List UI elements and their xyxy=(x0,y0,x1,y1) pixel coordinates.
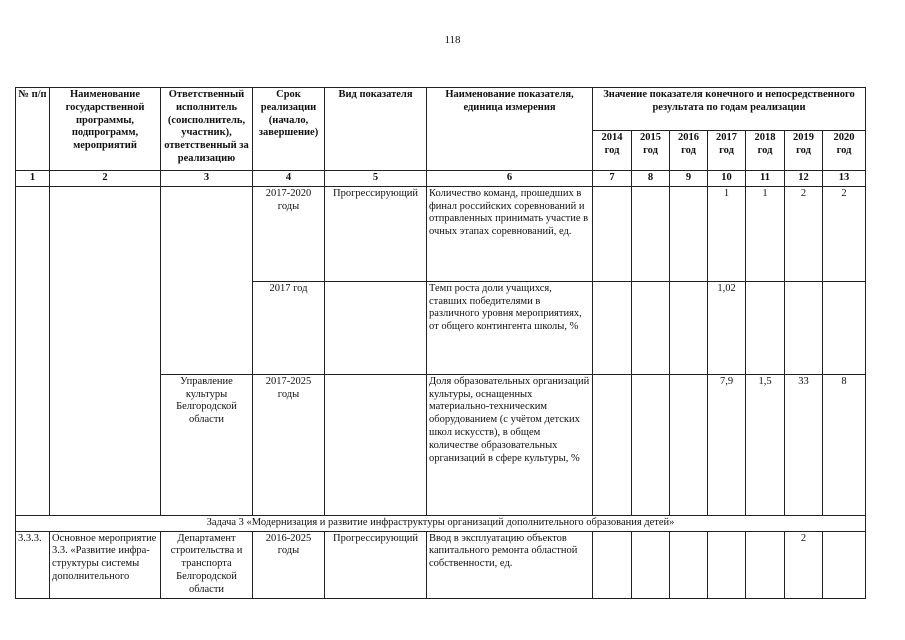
cell-term: 2016-2025 годы xyxy=(253,531,325,598)
task-row xyxy=(16,515,866,531)
cell-value-2018 xyxy=(746,531,785,598)
column-number: 3 xyxy=(161,171,253,187)
cell-indicator-kind xyxy=(325,374,427,515)
cell-value-2018: 1,5 xyxy=(746,374,785,515)
cell-value-2020 xyxy=(823,281,866,374)
cell-value-2014 xyxy=(593,531,632,598)
cell-num: 3.3.3. xyxy=(16,531,50,598)
header-row-1 xyxy=(16,88,866,131)
header-term: Срок реализации (начало, завершение) xyxy=(253,88,325,171)
task-title: Задача 3 «Модернизация и развитие инфраструктуры организаций дополнительного образования детей» xyxy=(16,515,866,531)
cell-value-2019: 33 xyxy=(785,374,823,515)
cell-indicator-name: Ввод в эксплуатацию объектов капитального ремонта областной собственности, ед. xyxy=(427,531,593,598)
header-year: 2016 год xyxy=(670,131,708,171)
cell-value-2017 xyxy=(708,531,746,598)
cell-value-2016 xyxy=(670,186,708,281)
indicators-table xyxy=(15,87,866,599)
table-row xyxy=(16,531,866,598)
header-year: 2015 год xyxy=(632,131,670,171)
column-number: 2 xyxy=(50,171,161,187)
cell-indicator-name: Доля образовательных организаций культуры, оснащенных материально-техническим оборудованием (с учётом детских школ искусств), в общем количестве образовательных организаций в сфере культуры, % xyxy=(427,374,593,515)
header-year: 2014 год xyxy=(593,131,632,171)
cell-value-2019: 2 xyxy=(785,531,823,598)
header-values-group: Значение показателя конечного и непосредственного результата по годам реализации xyxy=(593,88,866,131)
header-num: № п/п xyxy=(16,88,50,171)
column-number: 10 xyxy=(708,171,746,187)
cell-indicator-kind xyxy=(325,281,427,374)
cell-value-2015 xyxy=(632,531,670,598)
header-year: 2020 год xyxy=(823,131,866,171)
header-indicator-name: Наименование показателя, единица измерения xyxy=(427,88,593,171)
cell-executor-empty xyxy=(161,186,253,374)
cell-value-2015 xyxy=(632,374,670,515)
header-year: 2019 год xyxy=(785,131,823,171)
cell-indicator-name: Темп роста доли учащихся, ставших победителями в различного уровня мероприятиях, от общего контингента школы, % xyxy=(427,281,593,374)
cell-term: 2017-2020 годы xyxy=(253,186,325,281)
cell-value-2015 xyxy=(632,281,670,374)
cell-term: 2017-2025 годы xyxy=(253,374,325,515)
header-executor: Ответственный исполнитель (соисполнитель, участник), ответственный за реализацию xyxy=(161,88,253,171)
cell-value-2020: 8 xyxy=(823,374,866,515)
column-number: 4 xyxy=(253,171,325,187)
cell-value-2016 xyxy=(670,374,708,515)
cell-executor: Департамент строительства и транспорта Белгородской области xyxy=(161,531,253,598)
cell-indicator-name: Количество команд, прошедших в финал российских соревнований и отправленных принимать участие в очных этапах соревнований, ед. xyxy=(427,186,593,281)
cell-value-2015 xyxy=(632,186,670,281)
column-numbers-row xyxy=(16,171,866,187)
table-row xyxy=(16,186,866,281)
cell-term: 2017 год xyxy=(253,281,325,374)
header-program-name: Наименование государственной программы, подпрограмм, мероприятий xyxy=(50,88,161,171)
column-number: 11 xyxy=(746,171,785,187)
cell-value-2016 xyxy=(670,531,708,598)
cell-program-name-empty xyxy=(50,186,161,515)
cell-value-2017: 1 xyxy=(708,186,746,281)
header-year: 2018 год xyxy=(746,131,785,171)
cell-value-2017: 7,9 xyxy=(708,374,746,515)
column-number: 13 xyxy=(823,171,866,187)
column-number: 1 xyxy=(16,171,50,187)
cell-value-2016 xyxy=(670,281,708,374)
cell-num-empty xyxy=(16,186,50,515)
cell-value-2018: 1 xyxy=(746,186,785,281)
page-number: 118 xyxy=(444,34,461,46)
cell-value-2019 xyxy=(785,281,823,374)
column-number: 7 xyxy=(593,171,632,187)
cell-indicator-kind: Прогрессирующий xyxy=(325,186,427,281)
cell-value-2014 xyxy=(593,281,632,374)
cell-indicator-kind: Прогрессирующий xyxy=(325,531,427,598)
column-number: 9 xyxy=(670,171,708,187)
cell-value-2014 xyxy=(593,186,632,281)
column-number: 12 xyxy=(785,171,823,187)
cell-program-name: Основное мероприятие 3.3. «Развитие инфра-структуры системы дополнительного xyxy=(50,531,161,598)
column-number: 5 xyxy=(325,171,427,187)
cell-value-2017: 1,02 xyxy=(708,281,746,374)
cell-value-2020: 2 xyxy=(823,186,866,281)
cell-value-2020 xyxy=(823,531,866,598)
header-year: 2017 год xyxy=(708,131,746,171)
cell-value-2018 xyxy=(746,281,785,374)
cell-executor: Управление культуры Белгородской области xyxy=(161,374,253,515)
column-number: 8 xyxy=(632,171,670,187)
column-number: 6 xyxy=(427,171,593,187)
cell-value-2014 xyxy=(593,374,632,515)
cell-value-2019: 2 xyxy=(785,186,823,281)
header-indicator-kind: Вид показателя xyxy=(325,88,427,171)
